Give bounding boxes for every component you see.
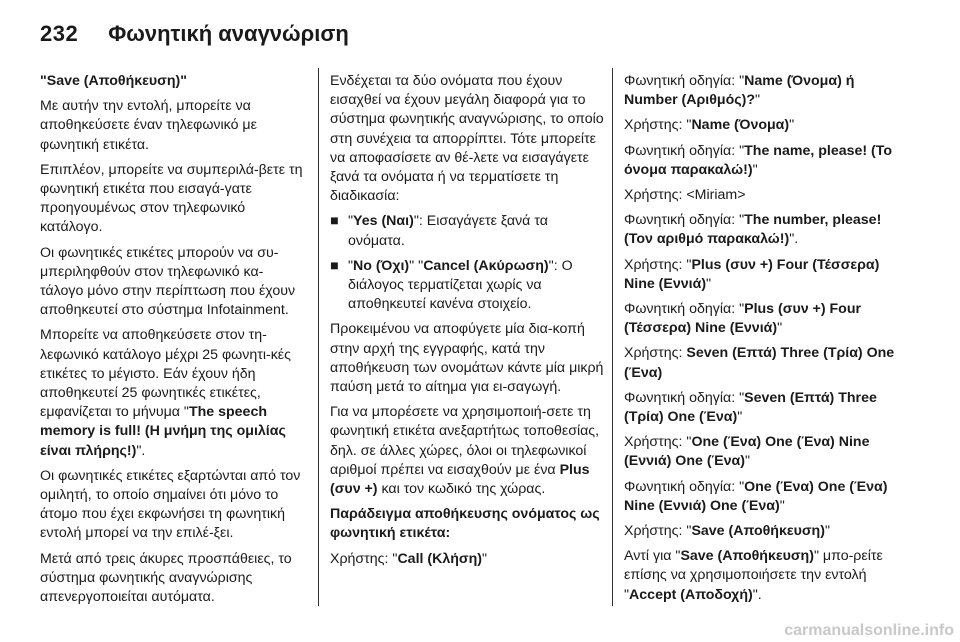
paragraph: Με αυτήν την εντολή, μπορείτε να αποθηκεύσετε έναν τηλεφωνικό με φωνητική ετικέτα. (40, 98, 257, 153)
text: ". (789, 231, 799, 248)
text: " (779, 497, 785, 514)
text: Φωνητική οδηγία: " (624, 301, 745, 318)
column-right (624, 72, 906, 611)
command-label: Plus (συν +) Four (Τέσσερα) Nine (Εννιά) (624, 301, 862, 337)
watermark: carmanualsonline.info (784, 622, 954, 639)
text: " (824, 523, 830, 540)
column-middle (330, 72, 605, 575)
command-label: Name (Όνομα) ή Number (Αριθμός)? (624, 73, 855, 109)
command-label: One (Ένα) One (Ένα) Nine (Εννιά) One (Ένα) (624, 434, 870, 470)
text: " (777, 320, 783, 337)
text: Χρήστης: " (330, 550, 398, 567)
dialog-line (624, 344, 906, 382)
text: ". (752, 586, 762, 603)
text: Για να μπορέσετε να χρησιμοποιή-σετε τη φωνητική ετικέτα ανεξαρτήτως τοποθεσίας, δηλ. σε άλλες χώρες, όλοι οι τηλεφωνικοί αριθμοί πρέπει να εισαχθούν με ένα (330, 404, 600, 478)
paragraph: Επιπλέον, μπορείτε να συμπεριλά-βετε τη φωνητική ετικέτα που εισαγά-γατε προηγουμένως στον τηλεφωνικό κατάλογο. (40, 161, 303, 236)
command-label: Save (Αποθήκευση) (680, 548, 814, 565)
column-left (40, 72, 306, 613)
bullet-square-icon: ■ (330, 257, 339, 274)
page-header (40, 14, 349, 54)
dialog-line (624, 256, 906, 294)
bullet-item (330, 257, 605, 315)
dialog-line (624, 116, 906, 135)
page-number: 232 (40, 21, 79, 46)
dialog-line (624, 300, 906, 338)
text: Φωνητική οδηγία: " (624, 478, 745, 495)
command-label: No (Όχι) (353, 257, 410, 274)
text: Χρήστης: (624, 345, 687, 362)
dialog-line (624, 72, 906, 110)
command-label: The number, please! (Τον αριθμό παρακαλώ!) (624, 212, 882, 248)
bullet-text: "Yes (Ναι)": Εισαγάγετε ξανά τα ονόματα. (348, 213, 548, 249)
text: Φωνητική οδηγία: " (624, 389, 745, 406)
text: Φωνητική οδηγία: " (624, 73, 745, 89)
text: Χρήστης: " (624, 523, 692, 540)
dialog-line (330, 550, 605, 569)
bullet-item (330, 212, 605, 250)
bullet-square-icon: ■ (330, 213, 339, 230)
command-label: Plus (συν +) (330, 461, 590, 498)
text: : Ο διάλογος τερματίζεται χωρίς να αποθηκευτεί κανένα στοιχείο. (348, 257, 573, 313)
example-heading: Παράδειγμα αποθήκευσης ονόματος ως φωνητική ετικέτα: (330, 506, 600, 542)
page-title: Φωνητική αναγνώριση (108, 21, 349, 46)
text: " μπο-ρείτε επίσης να χρησιμοποιήσετε την εντολή " (624, 548, 883, 603)
text: Αντί για " (624, 548, 681, 565)
text: : Εισαγάγετε ξανά τα ονόματα. (348, 213, 548, 249)
command-label: Save (Αποθήκευση) (691, 523, 825, 540)
text: Φωνητική οδηγία: " (624, 142, 745, 159)
dialog-line (624, 211, 906, 249)
command-label: Seven (Επτά) Three (Τρία) One (Ένα) (624, 389, 877, 426)
dialog-line (624, 389, 906, 427)
paragraph: Προκειμένου να αποφύγετε μία δια-κοπή στην αρχή της εγγραφής, κατά την αποθήκευση των ονομάτων κάντε μία μικρή παύση μετά το αίτημα για ει-σαγωγή. (330, 321, 604, 396)
column-divider (612, 68, 613, 606)
command-label: One (Ένα) One (Ένα) Nine (Εννιά) One (Ένα) (624, 478, 888, 514)
command-label: Seven (Επτά) Three (Τρία) One (Ένα) (624, 345, 895, 381)
text: Μπορείτε να αποθηκεύσετε στον τη-λεφωνικό κατάλογο μέχρι 25 φωνητι-κές ετικέτες το μέγιστο. Εάν έχουν ήδη αποθηκευτεί 25 φωνητικές ετικέτες, εμφανίζεται το μήνυμα " (40, 327, 291, 421)
paragraph: Ενδέχεται τα δύο ονόματα που έχουν εισαχθεί να έχουν μεγάλη διαφορά για το σύστημα φωνητικής αναγνώρισης, το οποίο στη συνέχεια τα απορρίπτει. Τότε μπορείτε να αποφασίσετε αν θέ-λετε να εισαγάγετε ξανά τα ονόματα ή να τερματίσετε τη διαδικασία: (330, 73, 604, 205)
command-label: Plus (συν +) Four (Τέσσερα) Nine (Εννιά) (624, 256, 880, 292)
dialog-line (624, 478, 906, 516)
text: και τον κωδικό της χώρας. (377, 481, 546, 498)
bullet-text: "No (Όχι)" "Cancel (Ακύρωση)": Ο διάλογος τερματίζεται χωρίς να αποθηκευτεί κανένα στοιχείο. (348, 257, 573, 313)
paragraph (624, 547, 906, 605)
dialog-line: Χρήστης: <Miriam> (624, 187, 746, 204)
text: Φωνητική οδηγία: " (624, 212, 745, 229)
column-divider (318, 68, 319, 606)
text: " (737, 409, 743, 426)
text: " (752, 161, 758, 178)
command-label: Name (Όνομα) (691, 117, 790, 134)
text: ". (136, 442, 146, 459)
text: Χρήστης: " (624, 117, 692, 134)
message-text: The speech memory is full! (Η μνήμη της ομιλίας είναι πλήρης!) (40, 404, 286, 459)
command-label: Accept (Αποδοχή) (629, 586, 753, 603)
paragraph (40, 326, 306, 460)
dialog-line (624, 522, 906, 541)
dialog-line (624, 433, 906, 471)
paragraph: Οι φωνητικές ετικέτες μπορούν να συ-μπεριληφθούν στον τηλεφωνικό κα-τάλογο μόνο στην περίπτωση που έχουν αποθηκευτεί στο σύστημα Infotainment. (40, 244, 296, 319)
command-label: The name, please! (Το όνομα παρακαλώ!) (624, 142, 893, 178)
text: Χρήστης: " (624, 256, 692, 273)
command-label: Call (Κλήση) (397, 550, 483, 567)
command-label: Yes (Ναι) (353, 213, 414, 230)
dialog-line (624, 142, 906, 180)
paragraph: Οι φωνητικές ετικέτες εξαρτώνται από τον ομιλητή, το οποίο σημαίνει ότι μόνο το άτομο που έχει εκφωνήσει τη φωνητική εντολή μπορεί να την επιλέ-ξει. (40, 467, 301, 542)
section-heading: "Save (Αποθήκευση)" (40, 73, 187, 89)
command-label: Cancel (Ακύρωση) (423, 257, 549, 274)
text: " (482, 550, 488, 567)
paragraph (330, 403, 605, 499)
text: " (745, 453, 751, 470)
paragraph: Μετά από τρεις άκυρες προσπάθειες, το σύστημα φωνητικής αναγνώρισης απενεργοποιείται αυτόματα. (40, 550, 292, 606)
text: " (789, 117, 795, 134)
text: " (706, 275, 712, 292)
text: " (755, 92, 761, 109)
text: Χρήστης: " (624, 434, 692, 451)
